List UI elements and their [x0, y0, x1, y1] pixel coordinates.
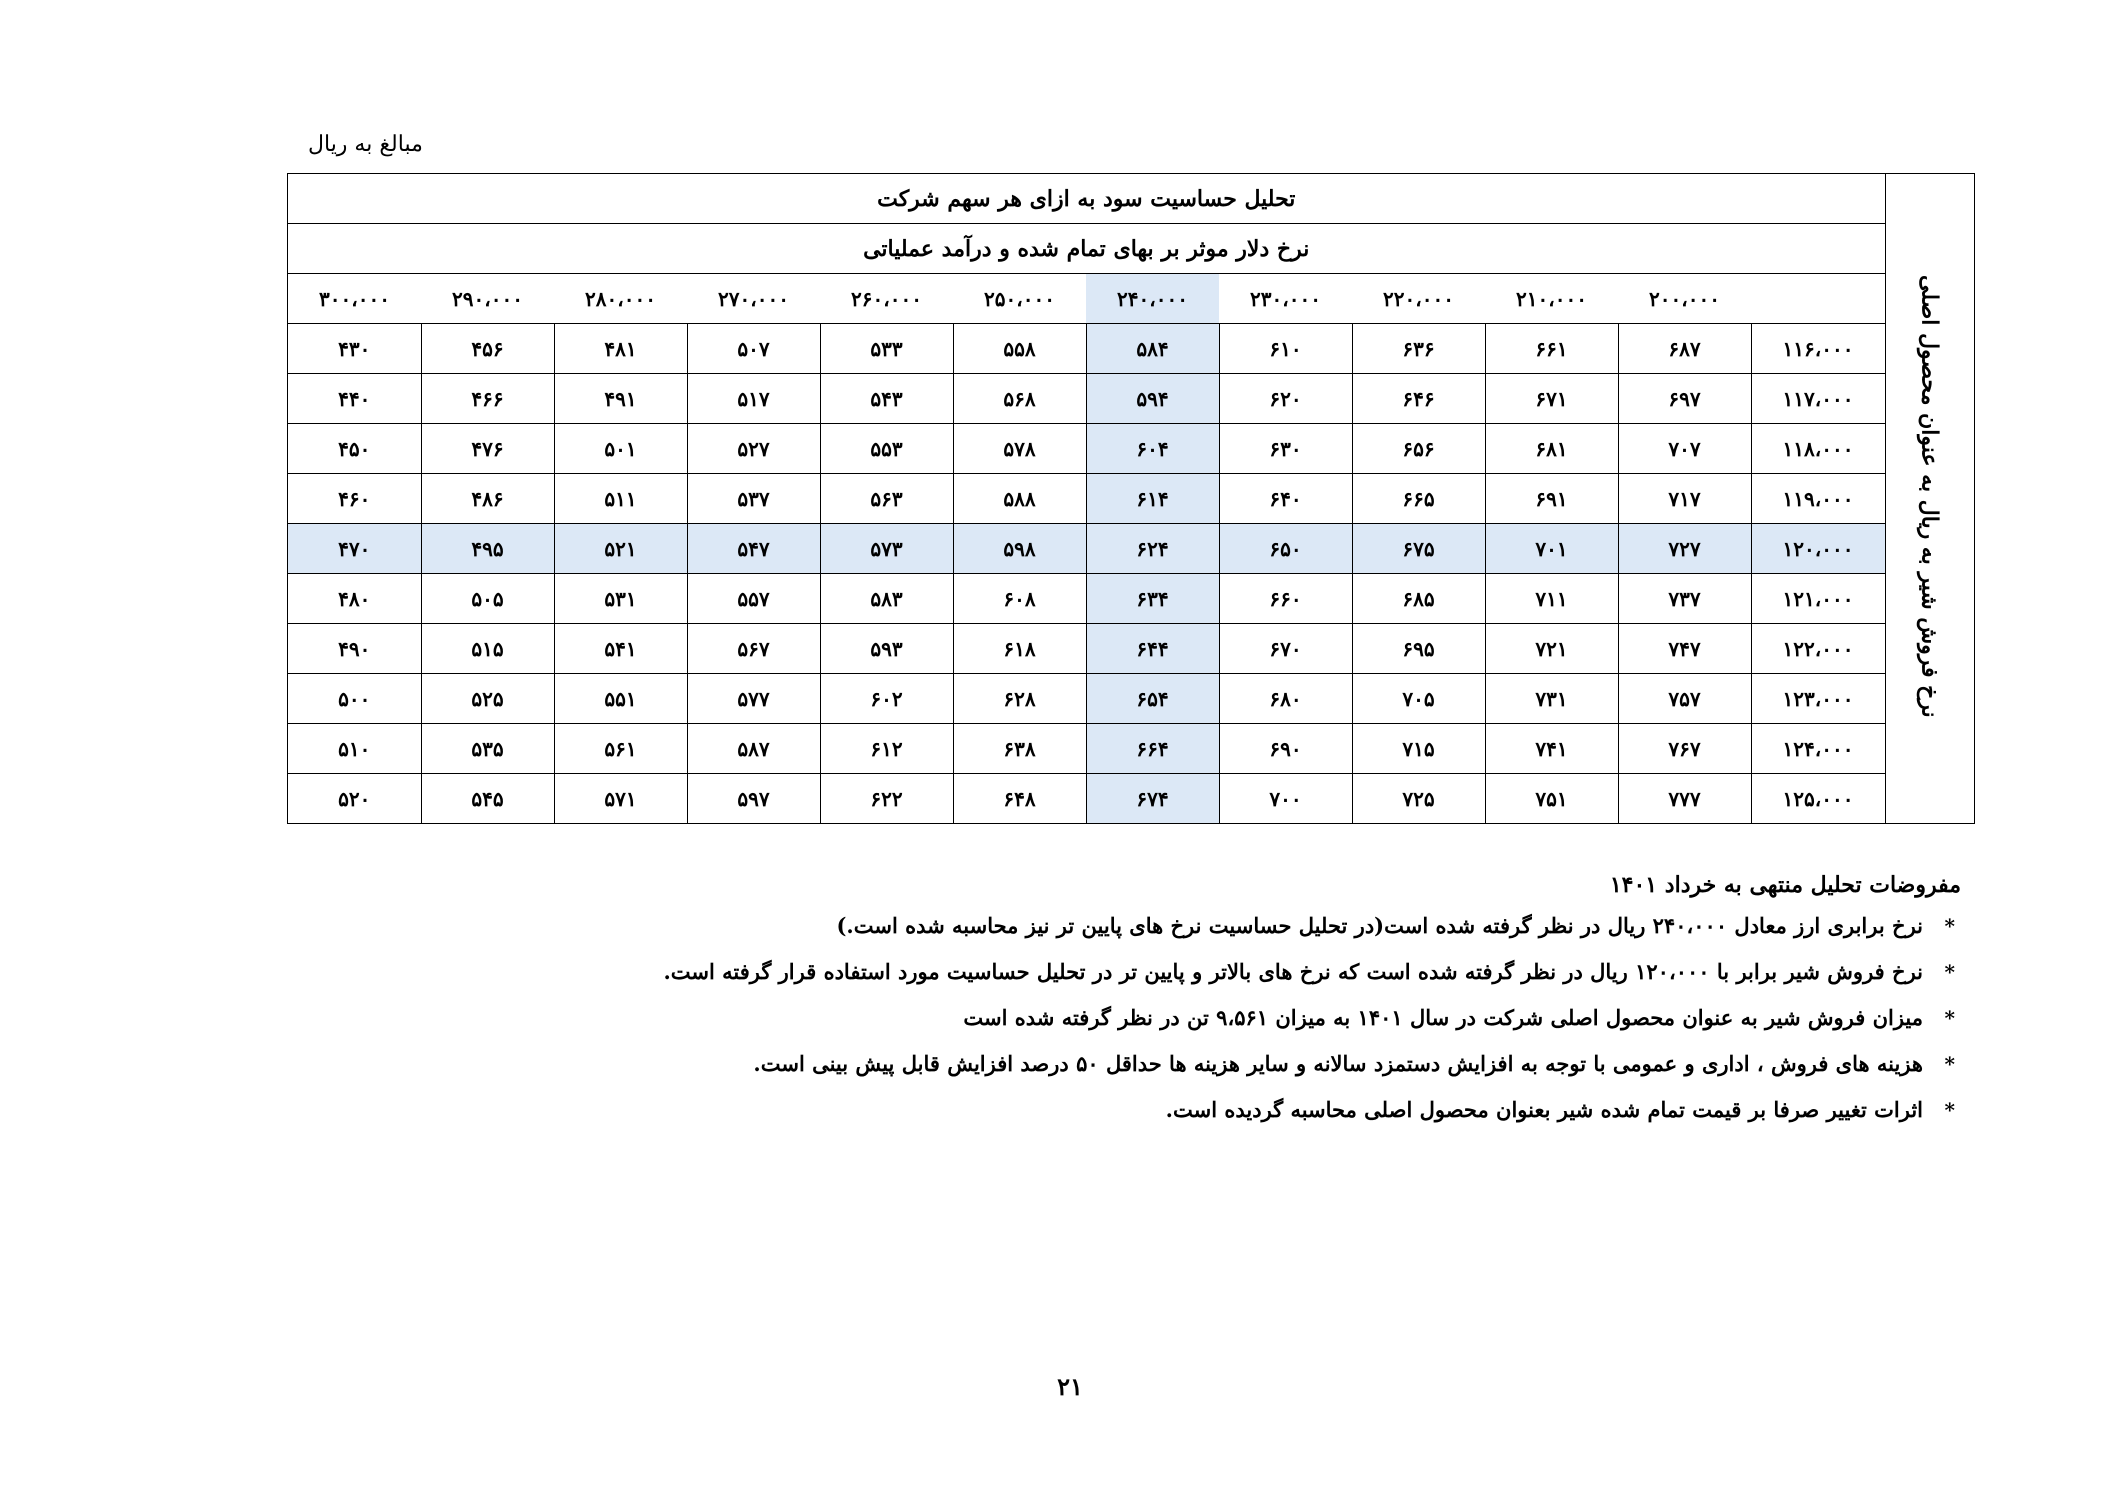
- assumption-text: هزینه های فروش ، اداری و عمومی با توجه به افزایش دستمزد سالانه و سایر هزینه ها حداقل ۵۰ درصد افزایش قابل پیش بینی است.: [753, 1051, 1923, 1076]
- table-cell: ۶۷۵: [1352, 524, 1485, 574]
- side-label-cell: [1885, 174, 1974, 824]
- table-cell: ۵۸۴: [1086, 324, 1219, 374]
- table-cell: ۵۰۱: [554, 424, 687, 474]
- table-cell: ۴۸۶: [421, 474, 554, 524]
- assumptions-title: مفروضات تحلیل منتهی به خرداد ۱۴۰۱: [1609, 872, 1961, 898]
- table-cell: ۶۸۱: [1485, 424, 1618, 474]
- assumption-item: [661, 1096, 1961, 1124]
- table-cell: ۷۵۱: [1485, 774, 1618, 824]
- table-cell: ۵۴۵: [421, 774, 554, 824]
- table-cell: ۵۹۷: [687, 774, 820, 824]
- table-cell: ۵۳۷: [687, 474, 820, 524]
- table-title: تحلیل حساسیت سود به ازای هر سهم شرکت: [288, 174, 1886, 224]
- table-cell: ۶۳۶: [1352, 324, 1485, 374]
- table-cell: ۵۳۳: [820, 324, 953, 374]
- table-row: [288, 624, 1975, 674]
- table-cell: ۵۶۱: [554, 724, 687, 774]
- table-cell: ۵۴۱: [554, 624, 687, 674]
- column-header: ۲۷۰،۰۰۰: [687, 274, 820, 324]
- table-cell: ۵۳۵: [421, 724, 554, 774]
- table-cell: ۴۵۶: [421, 324, 554, 374]
- table-cell: ۶۶۵: [1352, 474, 1485, 524]
- table-cell: ۵۹۴: [1086, 374, 1219, 424]
- table-cell: ۷۲۷: [1618, 524, 1751, 574]
- table-cell: ۶۸۷: [1618, 324, 1751, 374]
- assumption-text: نرخ برابری ارز معادل ۲۴۰،۰۰۰ ریال در نظر گرفته شده است(در تحلیل حساسیت نرخ های پایین تر نیز محاسبه شده است.): [836, 913, 1923, 938]
- table-cell: ۵۵۳: [820, 424, 953, 474]
- table-cell: ۶۱۲: [820, 724, 953, 774]
- asterisk-bullet-icon: *: [1944, 1052, 1955, 1076]
- column-header: ۲۹۰،۰۰۰: [421, 274, 554, 324]
- assumption-item: [661, 1050, 1961, 1078]
- table-cell: ۴۴۰: [288, 374, 422, 424]
- table-cell: ۶۲۴: [1086, 524, 1219, 574]
- table-cell: ۶۲۰: [1219, 374, 1352, 424]
- table-cell: ۵۸۷: [687, 724, 820, 774]
- table-cell: ۴۵۰: [288, 424, 422, 474]
- table-cell: ۵۸۸: [953, 474, 1086, 524]
- row-header: ۱۲۴،۰۰۰: [1751, 724, 1885, 774]
- table-cell: ۵۳۱: [554, 574, 687, 624]
- table-cell: ۶۹۵: [1352, 624, 1485, 674]
- table-cell: ۶۷۱: [1485, 374, 1618, 424]
- row-header: ۱۲۰،۰۰۰: [1751, 524, 1885, 574]
- table-cell: ۵۴۷: [687, 524, 820, 574]
- table-subtitle: نرخ دلار موثر بر بهای تمام شده و درآمد عملیاتی: [288, 224, 1886, 274]
- table-cell: ۷۲۱: [1485, 624, 1618, 674]
- table-cell: ۷۰۷: [1618, 424, 1751, 474]
- column-header: ۲۵۰،۰۰۰: [953, 274, 1086, 324]
- asterisk-bullet-icon: *: [1944, 914, 1955, 938]
- table-cell: ۶۹۷: [1618, 374, 1751, 424]
- row-header: ۱۲۳،۰۰۰: [1751, 674, 1885, 724]
- row-header: ۱۱۷،۰۰۰: [1751, 374, 1885, 424]
- assumption-item: [661, 1004, 1961, 1032]
- table-cell: ۴۶۶: [421, 374, 554, 424]
- sensitivity-table: [287, 173, 1975, 824]
- table-cell: ۶۰۲: [820, 674, 953, 724]
- column-header: ۲۱۰،۰۰۰: [1485, 274, 1618, 324]
- table-cell: ۶۱۰: [1219, 324, 1352, 374]
- table-row: [288, 324, 1975, 374]
- table-cell: ۵۶۸: [953, 374, 1086, 424]
- row-header: ۱۱۸،۰۰۰: [1751, 424, 1885, 474]
- unit-label: مبالغ به ریال: [308, 132, 423, 157]
- table-cell: ۴۸۰: [288, 574, 422, 624]
- column-header: ۳۰۰،۰۰۰: [288, 274, 422, 324]
- table-cell: ۵۶۳: [820, 474, 953, 524]
- table-cell: ۷۵۷: [1618, 674, 1751, 724]
- table-cell: ۶۶۰: [1219, 574, 1352, 624]
- table-cell: ۶۳۸: [953, 724, 1086, 774]
- table-cell: ۵۱۵: [421, 624, 554, 674]
- table-cell: ۷۳۱: [1485, 674, 1618, 724]
- table-cell: ۶۹۰: [1219, 724, 1352, 774]
- row-header: ۱۱۹،۰۰۰: [1751, 474, 1885, 524]
- table-cell: ۶۶۴: [1086, 724, 1219, 774]
- table-cell: ۷۴۱: [1485, 724, 1618, 774]
- assumption-item: [661, 912, 1961, 940]
- row-header: ۱۲۱،۰۰۰: [1751, 574, 1885, 624]
- table-cell: ۵۲۱: [554, 524, 687, 574]
- table-cell: ۶۸۰: [1219, 674, 1352, 724]
- table-cell: ۶۴۸: [953, 774, 1086, 824]
- table-cell: ۶۸۵: [1352, 574, 1485, 624]
- table-row: [288, 574, 1975, 624]
- table-row: [288, 724, 1975, 774]
- table-cell: ۷۱۷: [1618, 474, 1751, 524]
- table-cell: ۵۹۳: [820, 624, 953, 674]
- table-cell: ۵۵۸: [953, 324, 1086, 374]
- table-cell: ۵۲۵: [421, 674, 554, 724]
- table-cell: ۷۷۷: [1618, 774, 1751, 824]
- table-cell: ۷۰۱: [1485, 524, 1618, 574]
- table-cell: ۶۵۰: [1219, 524, 1352, 574]
- table-cell: ۵۰۰: [288, 674, 422, 724]
- assumption-text: نرخ فروش شیر برابر با ۱۲۰،۰۰۰ ریال در نظر گرفته شده است که نرخ های بالاتر و پایین تر در تحلیل حساسیت مورد استفاده قرار گرفته است.: [663, 959, 1923, 984]
- table-cell: ۷۱۱: [1485, 574, 1618, 624]
- table-cell: ۶۷۴: [1086, 774, 1219, 824]
- table-cell: ۷۳۷: [1618, 574, 1751, 624]
- table-cell: ۵۷۳: [820, 524, 953, 574]
- column-header: ۲۶۰،۰۰۰: [820, 274, 953, 324]
- table-cell: ۶۳۴: [1086, 574, 1219, 624]
- side-label: نرخ فروش شیر به ریال به عنوان محصول اصلی: [1916, 274, 1943, 718]
- table-cell: ۶۱۸: [953, 624, 1086, 674]
- table-cell: ۶۰۴: [1086, 424, 1219, 474]
- table-cell: ۵۲۰: [288, 774, 422, 824]
- table-row: [288, 524, 1975, 574]
- table-row: [288, 474, 1975, 524]
- table-cell: ۶۱۴: [1086, 474, 1219, 524]
- table-cell: ۵۸۳: [820, 574, 953, 624]
- row-header: ۱۲۵،۰۰۰: [1751, 774, 1885, 824]
- assumption-text: اثرات تغییر صرفا بر قیمت تمام شده شیر بعنوان محصول اصلی محاسبه گردیده است.: [1165, 1097, 1923, 1122]
- table-row: [288, 774, 1975, 824]
- table-cell: ۶۵۴: [1086, 674, 1219, 724]
- corner-cell: [1751, 274, 1885, 324]
- table-cell: ۴۷۶: [421, 424, 554, 474]
- table-cell: ۵۰۵: [421, 574, 554, 624]
- table-row: [288, 374, 1975, 424]
- table-row: [288, 674, 1975, 724]
- assumptions-list: [661, 912, 1961, 1124]
- asterisk-bullet-icon: *: [1944, 960, 1955, 984]
- column-header: ۲۲۰،۰۰۰: [1352, 274, 1485, 324]
- table-cell: ۵۷۸: [953, 424, 1086, 474]
- assumptions-section: [661, 872, 1961, 1142]
- table-cell: ۵۷۱: [554, 774, 687, 824]
- table-cell: ۵۷۷: [687, 674, 820, 724]
- table-cell: ۴۶۰: [288, 474, 422, 524]
- table-cell: ۵۱۰: [288, 724, 422, 774]
- table-cell: ۵۹۸: [953, 524, 1086, 574]
- table-cell: ۶۲۲: [820, 774, 953, 824]
- table-cell: ۵۰۷: [687, 324, 820, 374]
- table-cell: ۶۲۸: [953, 674, 1086, 724]
- column-header-row: [288, 274, 1975, 324]
- asterisk-bullet-icon: *: [1944, 1006, 1955, 1030]
- column-header: ۲۰۰،۰۰۰: [1618, 274, 1751, 324]
- row-header: ۱۱۶،۰۰۰: [1751, 324, 1885, 374]
- table-row: [288, 424, 1975, 474]
- table-cell: ۷۰۰: [1219, 774, 1352, 824]
- table-cell: ۵۵۱: [554, 674, 687, 724]
- page-number: ۲۱: [1057, 1372, 1083, 1401]
- table-cell: ۷۴۷: [1618, 624, 1751, 674]
- table-cell: ۵۱۱: [554, 474, 687, 524]
- table-cell: ۷۱۵: [1352, 724, 1485, 774]
- table-cell: ۶۰۸: [953, 574, 1086, 624]
- column-header: ۲۴۰،۰۰۰: [1086, 274, 1219, 324]
- assumption-text: میزان فروش شیر به عنوان محصول اصلی شرکت در سال ۱۴۰۱ به میزان ۹،۵۶۱ تن در نظر گرفته شده است: [963, 1005, 1923, 1030]
- table-cell: ۴۸۱: [554, 324, 687, 374]
- table-cell: ۴۳۰: [288, 324, 422, 374]
- table-cell: ۷۶۷: [1618, 724, 1751, 774]
- row-header: ۱۲۲،۰۰۰: [1751, 624, 1885, 674]
- table-cell: ۷۲۵: [1352, 774, 1485, 824]
- table-cell: ۶۶۱: [1485, 324, 1618, 374]
- table-cell: ۶۷۰: [1219, 624, 1352, 674]
- assumption-item: [661, 958, 1961, 986]
- table-cell: ۴۹۱: [554, 374, 687, 424]
- table-cell: ۵۶۷: [687, 624, 820, 674]
- table-cell: ۴۹۰: [288, 624, 422, 674]
- table-cell: ۵۲۷: [687, 424, 820, 474]
- table-cell: ۶۴۴: [1086, 624, 1219, 674]
- column-header: ۲۳۰،۰۰۰: [1219, 274, 1352, 324]
- table-cell: ۶۴۰: [1219, 474, 1352, 524]
- table-cell: ۷۰۵: [1352, 674, 1485, 724]
- table-cell: ۴۷۰: [288, 524, 422, 574]
- table-cell: ۴۹۵: [421, 524, 554, 574]
- table-cell: ۵۱۷: [687, 374, 820, 424]
- asterisk-bullet-icon: *: [1944, 1098, 1955, 1122]
- table-cell: ۵۴۳: [820, 374, 953, 424]
- table-cell: ۶۵۶: [1352, 424, 1485, 474]
- column-header: ۲۸۰،۰۰۰: [554, 274, 687, 324]
- table-cell: ۶۴۶: [1352, 374, 1485, 424]
- table-cell: ۶۹۱: [1485, 474, 1618, 524]
- table-cell: ۵۵۷: [687, 574, 820, 624]
- table-cell: ۶۳۰: [1219, 424, 1352, 474]
